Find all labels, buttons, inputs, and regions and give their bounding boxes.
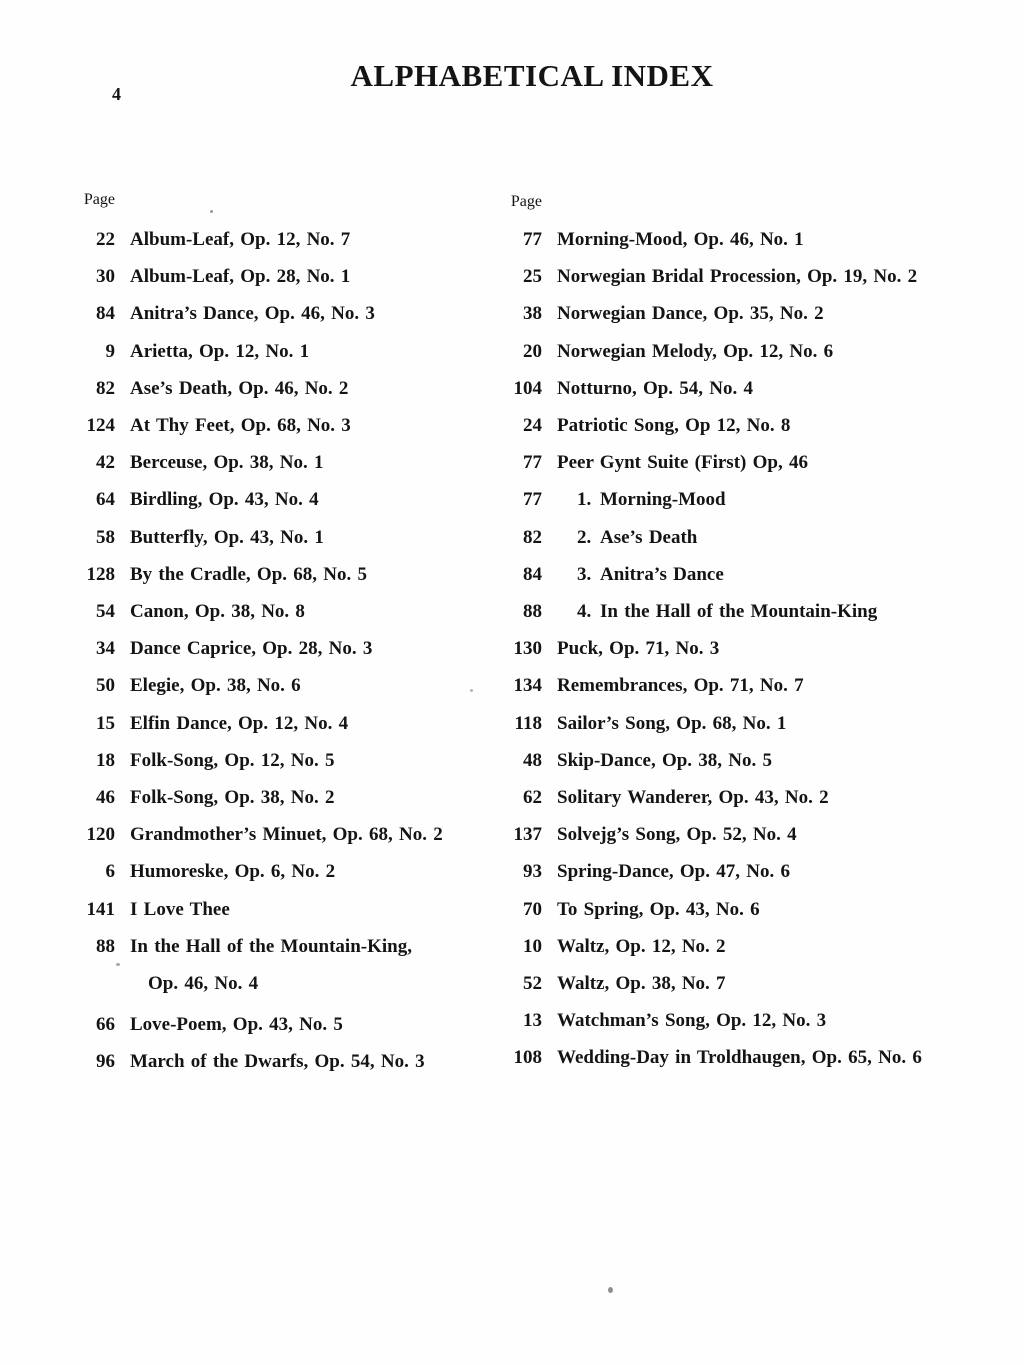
index-entry: [0, 295, 478, 332]
entry-title-block: [130, 370, 348, 407]
entry-title-block: [130, 295, 375, 332]
scan-speck: [116, 963, 120, 966]
entry-title: Canon, Op. 38, No. 8: [130, 601, 305, 623]
index-entry: [427, 556, 1017, 593]
index-entry: [0, 370, 478, 407]
entry-title-block: [557, 965, 726, 1002]
entry-title: I Love Thee: [130, 898, 230, 920]
entry-title-block: [130, 1006, 343, 1043]
entry-title-block: [130, 333, 309, 370]
index-entry: [0, 816, 478, 853]
entry-title-block: [557, 1039, 922, 1076]
index-entry: [0, 1043, 478, 1080]
entry-page-number: 124: [86, 415, 115, 437]
entry-title: Norwegian Dance, Op. 35, No. 2: [557, 303, 824, 325]
entry-title: Waltz, Op. 38, No. 7: [557, 973, 726, 995]
index-entry: [427, 519, 1017, 556]
entry-sub-number: 1.: [577, 489, 592, 511]
entry-title-block: [130, 481, 319, 518]
entry-title-block: [557, 221, 804, 258]
entry-page-number: 38: [523, 303, 542, 325]
index-entry: [427, 630, 1017, 667]
entry-title: Waltz, Op. 12, No. 2: [557, 935, 726, 957]
entry-page-number: 66: [96, 1014, 115, 1036]
entry-title-block: [130, 742, 334, 779]
entry-page-number: 54: [96, 601, 115, 623]
index-entry: [0, 333, 478, 370]
entry-title: Notturno, Op. 54, No. 4: [557, 377, 754, 399]
entry-title: Skip-Dance, Op. 38, No. 5: [557, 749, 773, 771]
scan-speck: [470, 689, 473, 692]
index-entry: [0, 593, 478, 630]
entry-title-block: [130, 891, 230, 928]
entry-page-number: 18: [96, 749, 115, 771]
entry-title: Berceuse, Op. 38, No. 1: [130, 452, 324, 474]
entry-title-block: [600, 481, 726, 518]
entry-title-block: [557, 667, 804, 704]
entry-title-block: [130, 407, 351, 444]
entry-title: Grandmother’s Minuet, Op. 68, No. 2: [130, 824, 443, 846]
entry-page-number: 6: [105, 861, 115, 883]
index-entry: [0, 1006, 478, 1043]
entry-title: Arietta, Op. 12, No. 1: [130, 340, 310, 362]
entry-page-number: 25: [523, 266, 542, 288]
entry-title: Solvejg’s Song, Op. 52, No. 4: [557, 824, 797, 846]
entry-page-number: 84: [96, 303, 115, 325]
entry-page-number: 93: [523, 861, 542, 883]
entry-title: March of the Dwarfs, Op. 54, No. 3: [130, 1051, 425, 1073]
entry-title-block: [130, 556, 367, 593]
index-entry: [427, 407, 1017, 444]
entry-page-number: 96: [96, 1051, 115, 1073]
entry-title-block: [557, 295, 824, 332]
index-entry: [427, 444, 1017, 481]
entry-sub-number: 4.: [577, 601, 592, 623]
entry-title-block: [600, 556, 724, 593]
entry-title: Sailor’s Song, Op. 68, No. 1: [557, 712, 787, 734]
index-entry: [0, 519, 478, 556]
index-entry: [0, 444, 478, 481]
entry-title-block: [130, 705, 348, 742]
entry-title: Elfin Dance, Op. 12, No. 4: [130, 712, 349, 734]
entry-title-block: [557, 853, 790, 890]
entry-title: Puck, Op. 71, No. 3: [557, 638, 720, 660]
entry-title-continuation: Op. 46, No. 4: [148, 973, 259, 995]
entry-page-number: 82: [523, 526, 542, 548]
entry-page-number: 24: [523, 415, 542, 437]
scan-speck: [608, 1287, 613, 1293]
folio-page-number: 4: [112, 84, 121, 104]
scan-speck: [210, 210, 213, 213]
entry-page-number: 88: [523, 601, 542, 623]
index-entry: [0, 779, 478, 816]
entry-title-block: [130, 258, 350, 295]
entry-page-number: 13: [523, 1010, 542, 1032]
entry-title: Remembrances, Op. 71, No. 7: [557, 675, 804, 697]
column-header-page-left: Page: [83, 191, 115, 208]
entry-title-block: [130, 667, 301, 704]
entry-title-block: [130, 221, 350, 258]
entry-page-number: 70: [523, 898, 542, 920]
entry-title: Ase’s Death, Op. 46, No. 2: [130, 377, 349, 399]
index-entry: [427, 221, 1017, 258]
entry-page-number: 120: [86, 824, 115, 846]
entry-page-number: 84: [523, 563, 542, 585]
entry-page-number: 104: [513, 377, 542, 399]
index-entry: [427, 779, 1017, 816]
entry-title-block: [557, 258, 917, 295]
entry-page-number: 108: [513, 1047, 542, 1069]
entry-title: Album-Leaf, Op. 12, No. 7: [130, 229, 351, 250]
entry-title: Love-Poem, Op. 43, No. 5: [130, 1014, 343, 1036]
entry-title-block: [600, 519, 697, 556]
entry-title: Solitary Wanderer, Op. 43, No. 2: [557, 787, 829, 809]
entry-title: Morning-Mood, Op. 46, No. 1: [557, 229, 804, 250]
index-entry: [0, 853, 478, 890]
entry-title: By the Cradle, Op. 68, No. 5: [130, 563, 367, 585]
entry-title-block: [557, 928, 726, 965]
entry-page-number: 134: [513, 675, 542, 697]
entry-page-number: 141: [86, 898, 115, 920]
index-entry: [0, 407, 478, 444]
entry-title: Ase’s Death: [600, 526, 698, 548]
entry-title-block: [557, 891, 760, 928]
entry-title: Humoreske, Op. 6, No. 2: [130, 861, 336, 883]
index-entry: [427, 481, 1017, 518]
page-title: ALPHABETICAL INDEX: [350, 58, 714, 93]
entry-title: Dance Caprice, Op. 28, No. 3: [130, 638, 373, 660]
entry-title: Spring-Dance, Op. 47, No. 6: [557, 861, 790, 883]
entry-page-number: 77: [523, 452, 542, 474]
entry-title-block: [557, 816, 797, 853]
index-entry: [427, 853, 1017, 890]
entry-title-block: [557, 444, 808, 481]
entry-page-number: 20: [523, 340, 542, 362]
entry-page-number: 128: [86, 563, 115, 585]
entry-title: Peer Gynt Suite (First) Op, 46: [557, 452, 808, 474]
entry-page-number: 52: [523, 973, 542, 995]
entry-title: Watchman’s Song, Op. 12, No. 3: [557, 1010, 827, 1032]
entry-title-block: [130, 444, 324, 481]
index-entry: [0, 742, 478, 779]
entry-title: In the Hall of the Mountain-King: [600, 601, 878, 623]
entry-page-number: 130: [513, 638, 542, 660]
entry-page-number: 10: [523, 935, 542, 957]
index-entry: [427, 742, 1017, 779]
entry-title-block: [130, 1043, 425, 1080]
entry-title-block: [557, 742, 772, 779]
entry-title-block: [557, 630, 719, 667]
entry-title: Norwegian Bridal Procession, Op. 19, No. 2: [557, 266, 918, 288]
entry-title: Album-Leaf, Op. 28, No. 1: [130, 266, 351, 288]
column-header-page-right: Page: [510, 193, 542, 210]
entry-page-number: 82: [96, 377, 115, 399]
index-column-right: [427, 221, 1017, 1077]
index-entry: [427, 258, 1017, 295]
entry-title: Wedding-Day in Troldhaugen, Op. 65, No. 6: [557, 1047, 922, 1069]
entry-page-number: 46: [96, 787, 115, 809]
entry-title: Butterfly, Op. 43, No. 1: [130, 526, 324, 548]
entry-title: At Thy Feet, Op. 68, No. 3: [130, 415, 351, 437]
entry-title-block: [557, 1002, 826, 1039]
entry-page-number: 50: [96, 675, 115, 697]
index-entry: [427, 965, 1017, 1002]
entry-sub-number: 3.: [577, 563, 592, 585]
entry-title-block: [130, 779, 334, 816]
entry-page-number: 15: [96, 712, 115, 734]
entry-title-block: [130, 853, 335, 890]
entry-title-block: [557, 370, 753, 407]
entry-title-block: [130, 630, 372, 667]
entry-title-block: [130, 593, 305, 630]
entry-title: To Spring, Op. 43, No. 6: [557, 898, 760, 920]
entry-title: Anitra’s Dance, Op. 46, No. 3: [130, 303, 375, 325]
index-entry: [0, 481, 478, 518]
entry-page-number: 118: [514, 712, 542, 734]
index-entry: [427, 816, 1017, 853]
index-entry: [427, 593, 1017, 630]
index-entry: [427, 705, 1017, 742]
entry-title: In the Hall of the Mountain-King,: [130, 935, 412, 957]
entry-title: Patriotic Song, Op 12, No. 8: [557, 415, 791, 437]
index-entry: [427, 667, 1017, 704]
entry-title-block: [130, 519, 324, 556]
index-entry: [0, 221, 478, 258]
entry-title-block: [130, 816, 443, 853]
index-entry: [427, 1039, 1017, 1076]
entry-page-number: 34: [96, 638, 115, 660]
entry-page-number: 137: [513, 824, 542, 846]
entry-page-number: 22: [96, 229, 115, 250]
index-column-left: [0, 221, 478, 1081]
index-entry: [0, 928, 478, 1002]
entry-title-block: [557, 333, 833, 370]
entry-page-number: 42: [96, 452, 115, 474]
index-entry: [427, 295, 1017, 332]
index-entry: [427, 370, 1017, 407]
entry-page-number: 62: [523, 787, 542, 809]
entry-title: Anitra’s Dance: [600, 563, 724, 585]
index-entry: [427, 333, 1017, 370]
entry-title-block: [557, 779, 829, 816]
entry-page-number: 77: [523, 489, 542, 511]
index-entry: [427, 1002, 1017, 1039]
index-entry: [0, 891, 478, 928]
entry-title: Birdling, Op. 43, No. 4: [130, 489, 319, 511]
index-entry: [0, 556, 478, 593]
index-entry: [0, 705, 478, 742]
entry-page-number: 58: [96, 526, 115, 548]
entry-page-number: 9: [105, 340, 115, 362]
entry-title: Folk-Song, Op. 38, No. 2: [130, 787, 335, 809]
entry-title-block: [557, 407, 790, 444]
index-entry: [0, 258, 478, 295]
entry-title-block: [600, 593, 877, 630]
entry-page-number: 48: [523, 749, 542, 771]
entry-title: Morning-Mood: [600, 489, 726, 511]
entry-title: Folk-Song, Op. 12, No. 5: [130, 749, 335, 771]
entry-title-block: [557, 705, 786, 742]
index-entry: [427, 891, 1017, 928]
entry-title-block: [130, 928, 412, 1002]
index-entry: [0, 630, 478, 667]
entry-sub-number: 2.: [577, 526, 592, 548]
index-entry: [0, 667, 478, 704]
entry-page-number: 88: [96, 935, 115, 957]
entry-page-number: 64: [96, 489, 115, 511]
entry-title: Norwegian Melody, Op. 12, No. 6: [557, 340, 834, 362]
entry-page-number: 30: [96, 266, 115, 288]
entry-title: Elegie, Op. 38, No. 6: [130, 675, 301, 697]
index-entry: [427, 928, 1017, 965]
entry-page-number: 77: [523, 229, 542, 250]
